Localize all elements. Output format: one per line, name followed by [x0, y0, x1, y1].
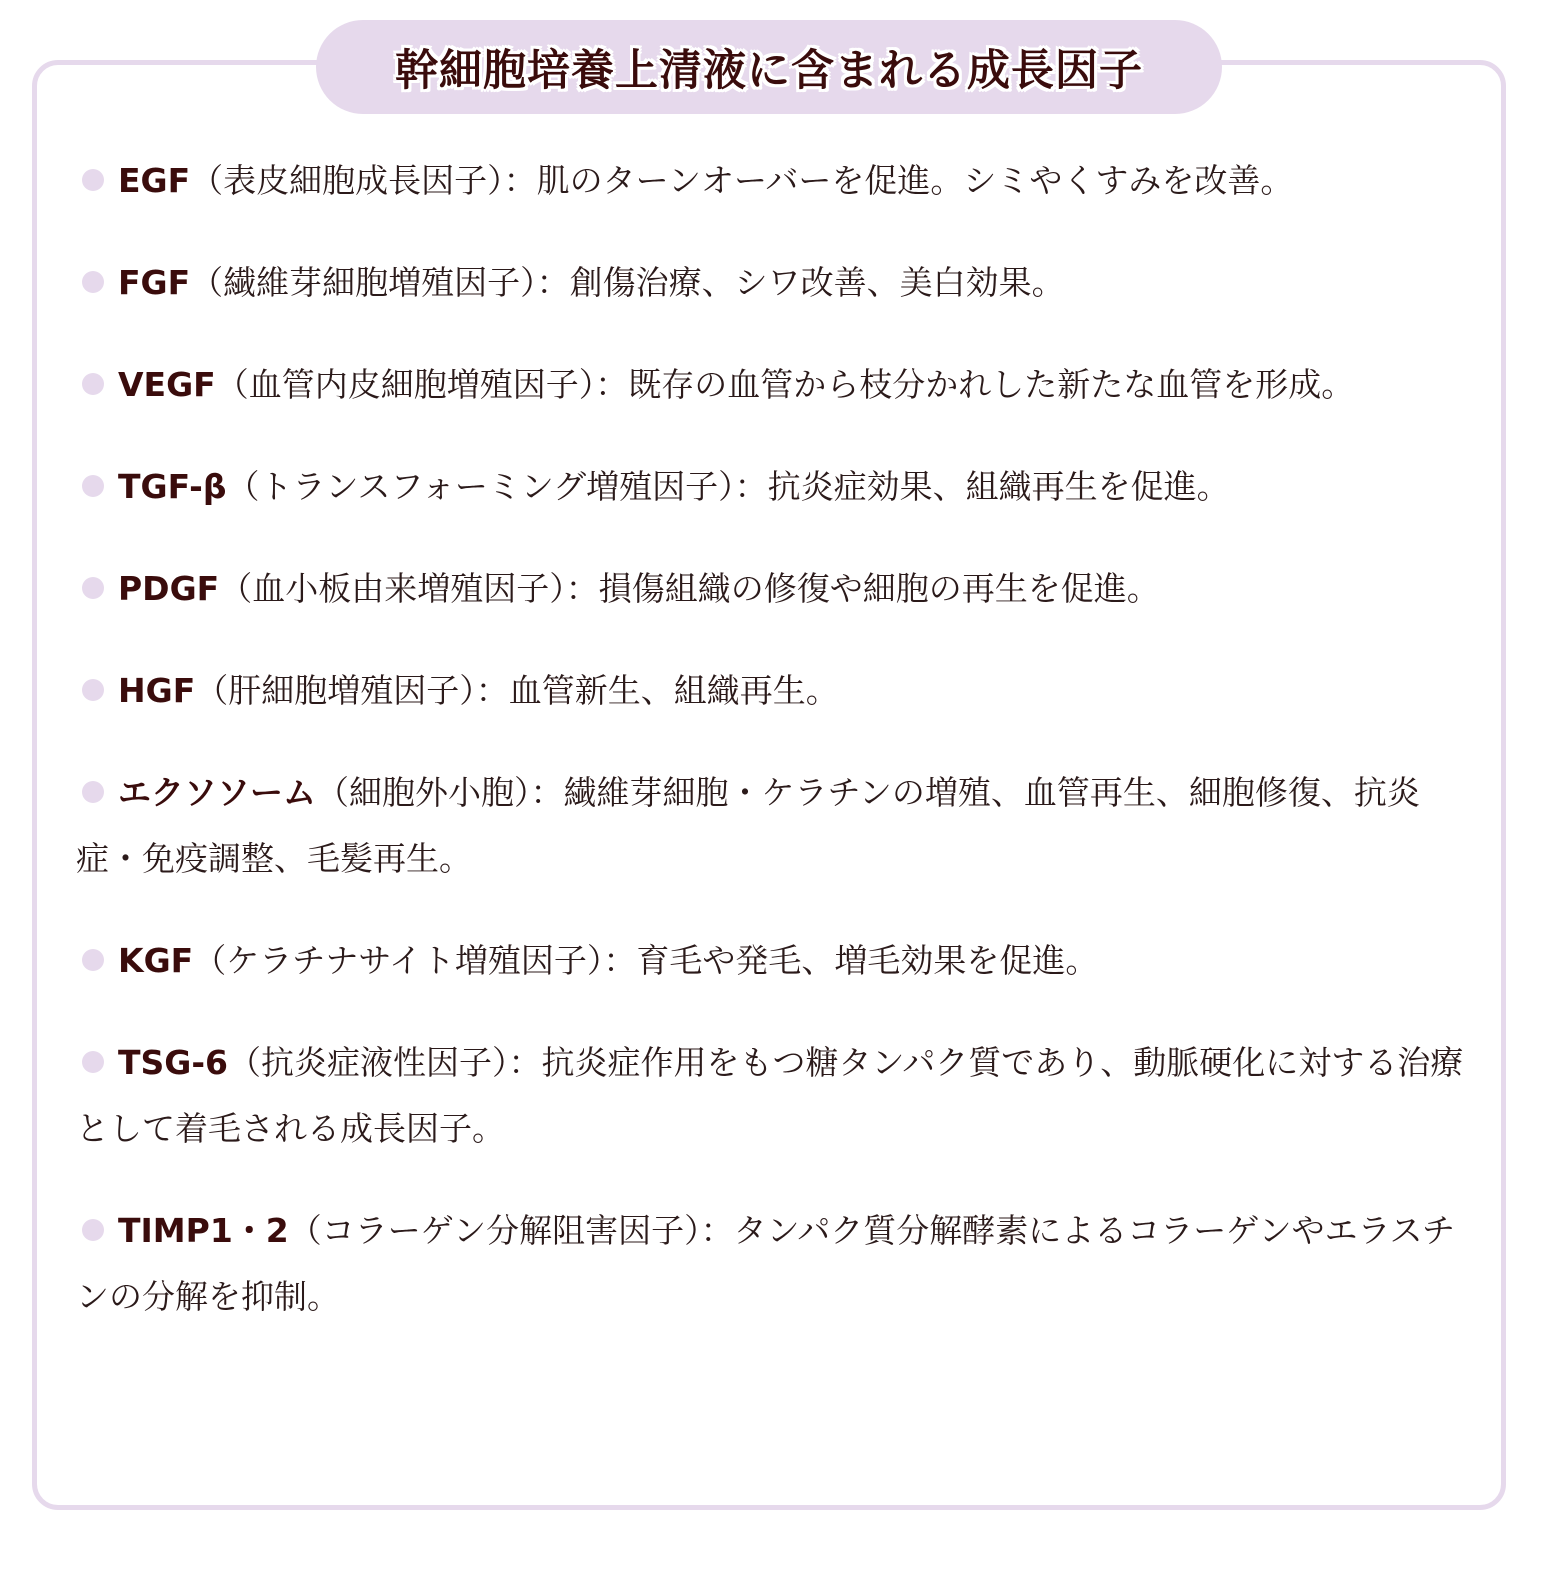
bullet-dot-icon [82, 949, 104, 971]
bullet-dot-icon [82, 781, 104, 803]
item-term: TSG-6 [118, 1043, 229, 1082]
item-term: FGF [118, 263, 191, 302]
list-item [76, 658, 1476, 724]
item-description: （肝細胞増殖因子）：血管新生、組織再生。 [195, 671, 839, 710]
list-item [76, 760, 1476, 892]
bullet-dot-icon [82, 475, 104, 497]
list-item [76, 250, 1476, 316]
item-description: （血小板由来増殖因子）：損傷組織の修復や細胞の再生を促進。 [219, 569, 1160, 608]
bullet-dot-icon [82, 271, 104, 293]
list-item [76, 352, 1476, 418]
bullet-dot-icon [82, 1219, 104, 1241]
list-item [76, 556, 1476, 622]
item-term: KGF [118, 941, 194, 980]
list-item [76, 1030, 1476, 1162]
item-description: （ケラチナサイト増殖因子）：育毛や発毛、増毛効果を促進。 [193, 941, 1099, 980]
item-description: （コラーゲン分解阻害因子）：タンパク質分解酵素によるコラーゲンやエラスチンの分解を抑制。 [76, 1211, 1455, 1316]
item-description: （繊維芽細胞増殖因子）：創傷治療、シワ改善、美白効果。 [190, 263, 1065, 302]
item-description: （表皮細胞成長因子）：肌のターンオーバーを促進。シミやくすみを改善。 [190, 161, 1294, 200]
bullet-dot-icon [82, 373, 104, 395]
item-term: TIMP1・2 [118, 1211, 289, 1250]
item-term: TGF-β [118, 467, 227, 506]
title-banner [316, 20, 1222, 114]
page-title: 幹細胞培養上清液に含まれる成長因子 [395, 45, 1143, 96]
list-item [76, 928, 1476, 994]
list-item [76, 1198, 1476, 1330]
item-description: （トランスフォーミング増殖因子）：抗炎症効果、組織再生を促進。 [226, 467, 1230, 506]
item-description: （細胞外小胞）：繊維芽細胞・ケラチンの増殖、血管再生、細胞修復、抗炎症・免疫調整、毛髪再生。 [76, 773, 1420, 878]
item-description: （抗炎症液性因子）：抗炎症作用をもつ糖タンパク質であり、動脈硬化に対する治療として着毛される成長因子。 [76, 1043, 1464, 1148]
list-item [76, 148, 1476, 214]
item-term: エクソソーム [118, 773, 316, 812]
bullet-dot-icon [82, 577, 104, 599]
item-description: （血管内皮細胞増殖因子）：既存の血管から枝分かれした新たな血管を形成。 [215, 365, 1355, 404]
bullet-dot-icon [82, 1051, 104, 1073]
list-item [76, 454, 1476, 520]
growth-factor-list [76, 148, 1476, 1366]
bullet-dot-icon [82, 679, 104, 701]
bullet-dot-icon [82, 169, 104, 191]
item-term: VEGF [118, 365, 216, 404]
item-term: EGF [118, 161, 191, 200]
item-term: HGF [118, 671, 196, 710]
item-term: PDGF [118, 569, 220, 608]
